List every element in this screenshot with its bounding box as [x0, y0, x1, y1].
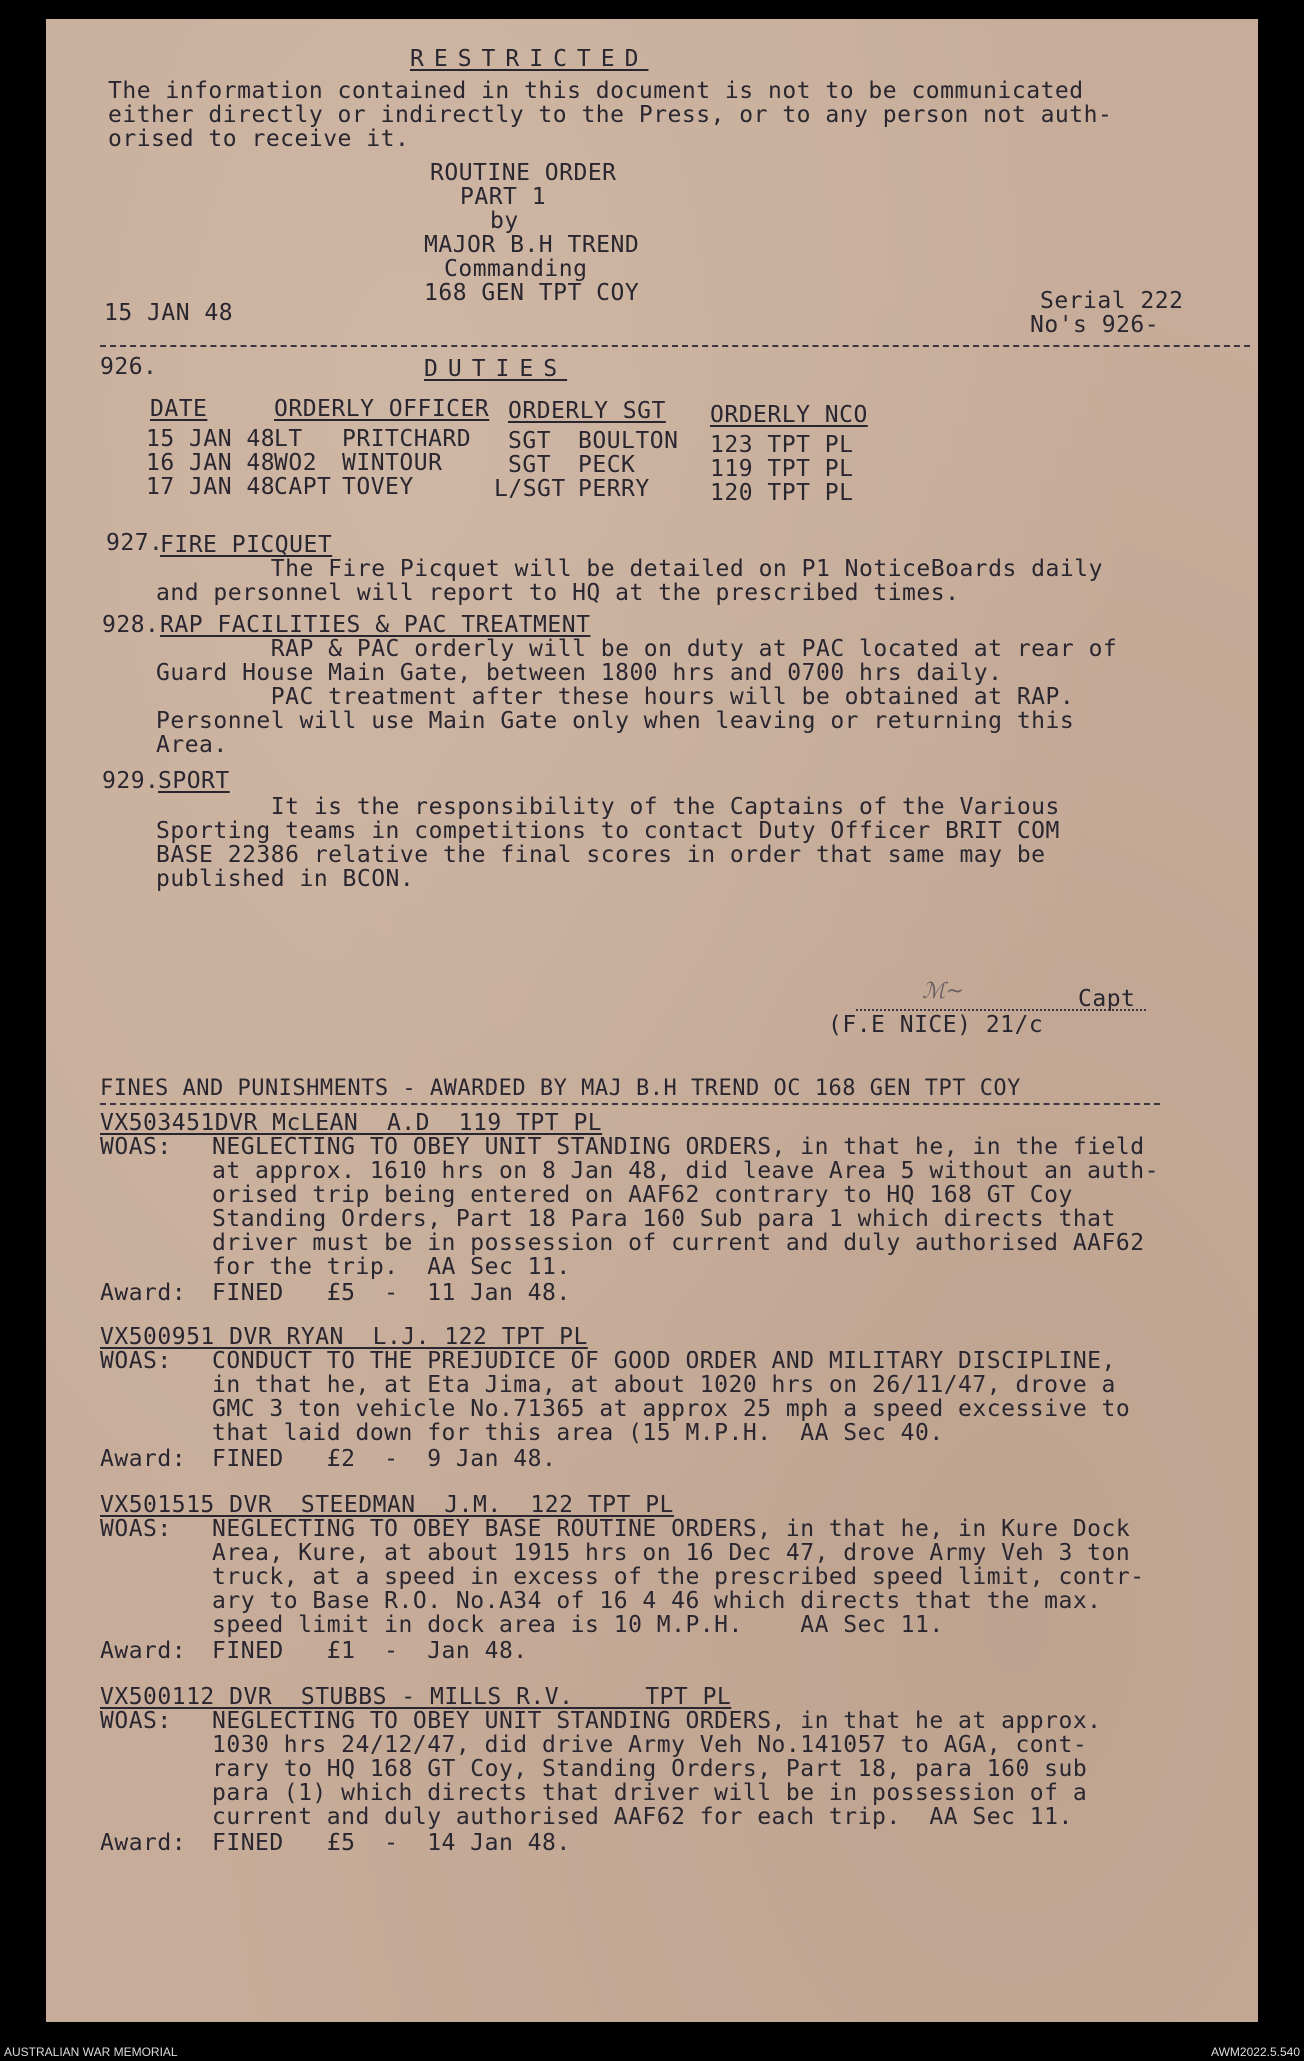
- case-award-label: Award:: [100, 1830, 187, 1856]
- duty-sgt: PERRY: [578, 476, 650, 502]
- title-line-4: MAJOR B.H TREND: [424, 232, 640, 258]
- duties-number: 926.: [100, 354, 158, 380]
- duty-sgt: BOULTON: [578, 428, 679, 454]
- case-line: NEGLECTING TO OBEY UNIT STANDING ORDERS, in that he, in the field: [212, 1134, 1145, 1160]
- case-award-label: Award:: [100, 1638, 187, 1664]
- col-orderly-sgt: ORDERLY SGT: [508, 398, 666, 424]
- case-line: for the trip. AA Sec 11.: [212, 1254, 571, 1280]
- case-soldier: VX501515 DVR STEEDMAN J.M. 122 TPT PL: [100, 1492, 674, 1518]
- duty-officer: TOVEY: [342, 474, 414, 500]
- signature-line: [856, 1009, 1146, 1011]
- header-divider: [100, 345, 1250, 347]
- order-line: Personnel will use Main Gate only when leaving or returning this: [156, 708, 1075, 734]
- order-line: RAP & PAC orderly will be on duty at PAC located at rear of: [156, 636, 1118, 662]
- signature-rank: Capt: [1078, 986, 1136, 1012]
- case-award-label: Award:: [100, 1446, 187, 1472]
- case-line: 1030 hrs 24/12/47, did drive Army Veh No.141057 to AGA, cont-: [212, 1732, 1088, 1758]
- serial-nos: No's 926-: [1030, 312, 1160, 338]
- duty-date: 15 JAN 48: [146, 426, 276, 452]
- order-line: PAC treatment after these hours will be obtained at RAP.: [156, 684, 1075, 710]
- case-line: orised trip being entered on AAF62 contrary to HQ 168 GT Coy: [212, 1182, 1073, 1208]
- duty-officer: WINTOUR: [342, 450, 443, 476]
- case-line: NEGLECTING TO OBEY BASE ROUTINE ORDERS, in that he, in Kure Dock: [212, 1516, 1131, 1542]
- col-orderly-nco: ORDERLY NCO: [710, 402, 868, 428]
- case-line: that laid down for this area (15 M.P.H. AA Sec 40.: [212, 1420, 944, 1446]
- duty-officer-rank: LT: [274, 426, 303, 452]
- case-award: FINED £2 - 9 Jan 48.: [212, 1446, 557, 1472]
- case-woas-label: WOAS:: [100, 1708, 172, 1734]
- duty-officer-rank: CAPT: [274, 474, 332, 500]
- document-page: [46, 19, 1258, 2022]
- case-line: Area, Kure, at about 1915 hrs on 16 Dec 47, drove Army Veh 3 ton: [212, 1540, 1131, 1566]
- case-line: at approx. 1610 hrs on 8 Jan 48, did leave Area 5 without an auth-: [212, 1158, 1159, 1184]
- duty-sgt-rank: SGT: [508, 452, 552, 478]
- order-line: The Fire Picquet will be detailed on P1 NoticeBoards daily: [156, 556, 1103, 582]
- duty-nco: 123 TPT PL: [710, 432, 854, 458]
- duty-sgt-rank: SGT: [508, 428, 552, 454]
- case-line: ary to Base R.O. No.A34 of 16 4 46 which directs that the max.: [212, 1588, 1102, 1614]
- case-woas-label: WOAS:: [100, 1348, 172, 1374]
- case-soldier: VX500112 DVR STUBBS - MILLS R.V. TPT PL: [100, 1684, 732, 1710]
- duty-sgt-rank: L/SGT: [494, 476, 566, 502]
- notice-line-2: either directly or indirectly to the Press, or to any person not auth-: [108, 102, 1113, 128]
- order-number: 927.: [106, 530, 164, 556]
- notice-line-3: orised to receive it.: [108, 126, 410, 152]
- order-line: Guard House Main Gate, between 1800 hrs and 0700 hrs daily.: [156, 660, 1003, 686]
- serial: Serial 222: [1040, 288, 1184, 314]
- case-line: Standing Orders, Part 18 Para 160 Sub para 1 which directs that: [212, 1206, 1116, 1232]
- duty-nco: 120 TPT PL: [710, 480, 854, 506]
- col-orderly-officer: ORDERLY OFFICER: [274, 396, 490, 422]
- col-date: DATE: [150, 396, 208, 422]
- case-woas-label: WOAS:: [100, 1516, 172, 1542]
- footer-accession: AWM2022.5.540: [1211, 2045, 1300, 2059]
- title-line-6: 168 GEN TPT COY: [424, 280, 640, 306]
- case-line: current and duly authorised AAF62 for each trip. AA Sec 11.: [212, 1804, 1073, 1830]
- order-date: 15 JAN 48: [104, 300, 234, 326]
- case-line: CONDUCT TO THE PREJUDICE OF GOOD ORDER AND MILITARY DISCIPLINE,: [212, 1348, 1116, 1374]
- title-line-3: by: [490, 208, 519, 234]
- order-number: 929.: [102, 768, 160, 794]
- signature-name: (F.E NICE) 21/c: [828, 1012, 1044, 1038]
- case-line: NEGLECTING TO OBEY UNIT STANDING ORDERS, in that he at approx.: [212, 1708, 1102, 1734]
- order-line: and personnel will report to HQ at the prescribed times.: [156, 580, 960, 606]
- footer-credit: AUSTRALIAN WAR MEMORIAL: [4, 2045, 178, 2059]
- handwritten-signature: ℳ~: [922, 979, 964, 1004]
- fines-heading: FINES AND PUNISHMENTS - AWARDED BY MAJ B.H TREND OC 168 GEN TPT COY: [100, 1076, 1021, 1101]
- case-line: GMC 3 ton vehicle No.71365 at approx 25 mph a speed excessive to: [212, 1396, 1131, 1422]
- order-line: published in BCON.: [156, 866, 415, 892]
- order-line: Area.: [156, 732, 228, 758]
- case-soldier: VX503451DVR McLEAN A.D 119 TPT PL: [100, 1110, 603, 1136]
- duty-sgt: PECK: [578, 452, 636, 478]
- case-line: rary to HQ 168 GT Coy, Standing Orders, Part 18, para 160 sub: [212, 1756, 1088, 1782]
- order-line: It is the responsibility of the Captains of the Various: [156, 794, 1060, 820]
- duty-date: 17 JAN 48: [146, 474, 276, 500]
- case-line: speed limit in dock area is 10 M.P.H. AA Sec 11.: [212, 1612, 944, 1638]
- title-line-5: Commanding: [444, 256, 588, 282]
- duty-date: 16 JAN 48: [146, 450, 276, 476]
- order-heading: RAP FACILITIES & PAC TREATMENT: [160, 612, 591, 638]
- case-award: FINED £1 - Jan 48.: [212, 1638, 528, 1664]
- duties-heading: DUTIES: [424, 356, 568, 382]
- title-line-1: ROUTINE ORDER: [430, 160, 617, 186]
- title-line-2: PART 1: [460, 184, 547, 210]
- case-soldier: VX500951 DVR RYAN L.J. 122 TPT PL: [100, 1324, 588, 1350]
- order-heading: FIRE PICQUET: [160, 532, 333, 558]
- order-heading: SPORT: [158, 768, 230, 794]
- notice-line-1: The information contained in this document is not to be communicated: [108, 78, 1084, 104]
- order-line: Sporting teams in competitions to contact Duty Officer BRIT COM: [156, 818, 1060, 844]
- case-line: driver must be in possession of current and duly authorised AAF62: [212, 1230, 1145, 1256]
- duty-officer-rank: WO2: [274, 450, 318, 476]
- duty-officer: PRITCHARD: [342, 426, 472, 452]
- case-woas-label: WOAS:: [100, 1134, 172, 1160]
- order-line: BASE 22386 relative the final scores in order that same may be: [156, 842, 1046, 868]
- fines-divider: [100, 1103, 1160, 1105]
- case-line: para (1) which directs that driver will be in possession of a: [212, 1780, 1088, 1806]
- order-number: 928.: [102, 612, 160, 638]
- case-line: in that he, at Eta Jima, at about 1020 hrs on 26/11/47, drove a: [212, 1372, 1116, 1398]
- case-award-label: Award:: [100, 1280, 187, 1306]
- duty-nco: 119 TPT PL: [710, 456, 854, 482]
- case-award: FINED £5 - 14 Jan 48.: [212, 1830, 571, 1856]
- case-award: FINED £5 - 11 Jan 48.: [212, 1280, 571, 1306]
- classification: RESTRICTED: [410, 46, 649, 72]
- case-line: truck, at a speed in excess of the prescribed speed limit, contr-: [212, 1564, 1145, 1590]
